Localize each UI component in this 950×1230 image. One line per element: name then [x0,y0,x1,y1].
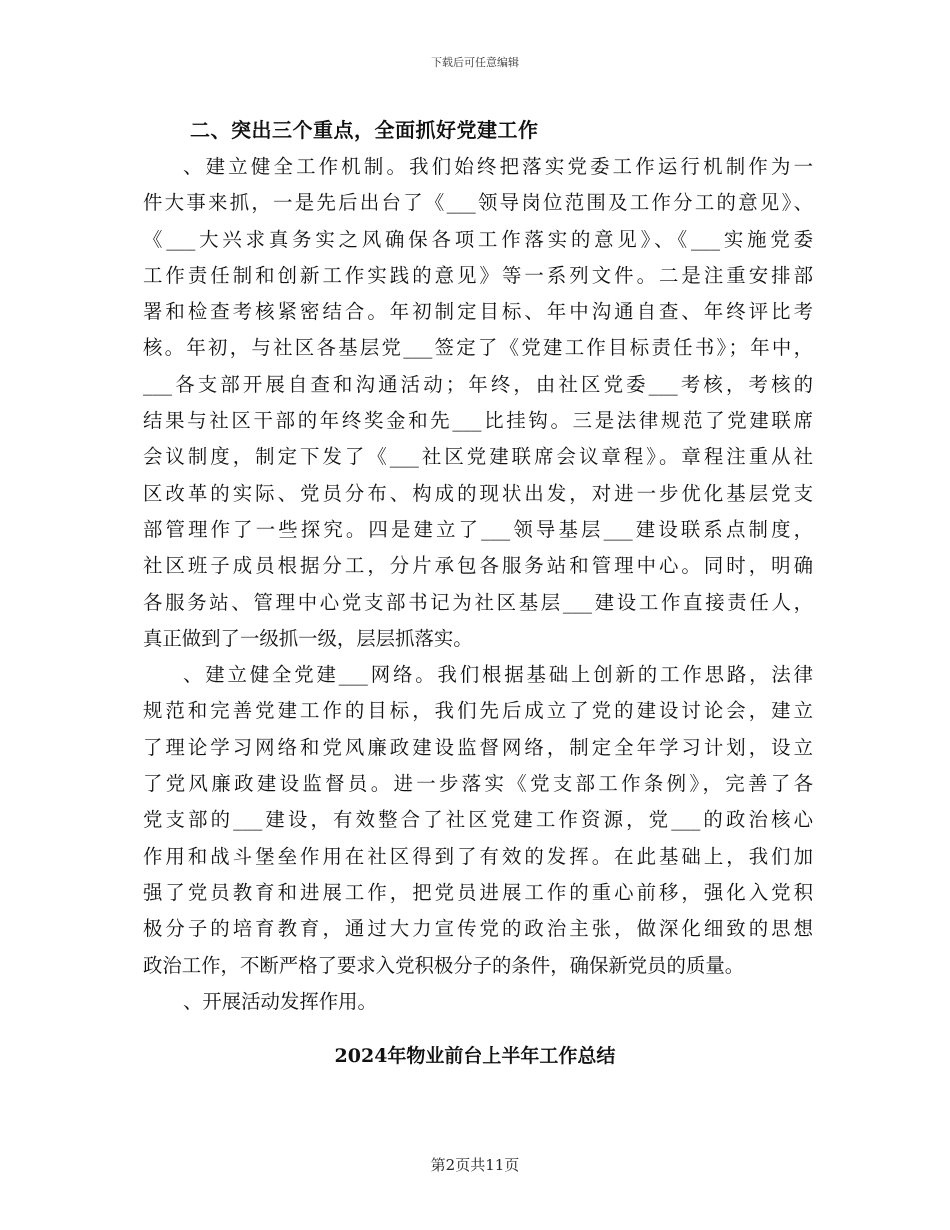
text-line: 工作责任制和创新工作实践的意见》等一系列文件。二是注重安排部 [143,263,813,287]
text-line: 核。年初，与社区各基层党___签定了《党建工作目标责任书》；年中， [143,336,813,360]
text-line: 结果与社区干部的年终奖金和先___比挂钩。三是法律规范了党建联席 [143,409,813,433]
text-line: 真正做到了一级抓一级，层层抓落实。 [143,626,473,650]
page-header-note: 下载后可任意编辑 [431,56,519,69]
text-line: 规范和完善党建工作的目标，我们先后成立了党的建设讨论会，建立 [143,699,813,723]
document-body [143,149,813,1020]
text-line: ___各支部开展自查和沟通活动；年终，由社区党委___考核，考核的 [143,372,813,396]
text-line: 社区班子成员根据分工，分片承包各服务站和管理中心。同时，明确 [143,554,813,578]
text-line: 会议制度，制定下发了《___社区党建联席会议章程》。章程注重从社 [143,445,813,469]
text-line: 作用和战斗堡垒作用在社区得到了有效的发挥。在此基础上，我们加 [143,844,813,868]
text-line: 政治工作，不断严格了要求入党积极分子的条件，确保新党员的质量。 [143,953,745,977]
text-line: 件大事来抓，一是先后出台了《___领导岗位范围及工作分工的意见》、 [143,191,813,215]
text-line: 署和检查考核紧密结合。年初制定目标、年中沟通自查、年终评比考 [143,300,813,324]
next-document-title: 2024年物业前台上半年工作总结 [334,1045,616,1067]
text-line: 部管理作了一些探究。四是建立了___领导基层___建设联系点制度， [143,517,813,541]
text-line: 强了党员教育和进展工作，把党员进展工作的重心前移，强化入党积 [143,880,813,904]
text-line: 党支部的___建设，有效整合了社区党建工作资源，党___的政治核心 [143,808,813,832]
text-line: 、建立健全党建___网络。我们根据基础上创新的工作思路，法律 [183,663,813,687]
text-line: 了党风廉政建设监督员。进一步落实《党支部工作条例》，完善了各 [143,772,813,796]
text-line: 、建立健全工作机制。我们始终把落实党委工作运行机制作为一 [183,155,813,178]
text-line: 《___大兴求真务实之风确保各项工作落实的意见》、《___实施党委 [143,227,813,251]
text-line: 了理论学习网络和党风廉政建设监督网络，制定全年学习计划，设立 [143,735,813,759]
section-heading: 二、突出三个重点，全面抓好党建工作 [190,118,539,142]
text-line: 、开展活动发挥作用。 [183,989,377,1013]
page-footer-number: 第2页共11页 [430,1156,520,1174]
text-line: 极分子的培育教育，通过大力宣传党的政治主张，做深化细致的思想 [143,917,813,941]
text-line: 区改革的实际、党员分布、构成的现状出发，对进一步优化基层党支 [143,481,813,505]
text-line: 各服务站、管理中心党支部书记为社区基层___建设工作直接责任人， [143,590,813,614]
